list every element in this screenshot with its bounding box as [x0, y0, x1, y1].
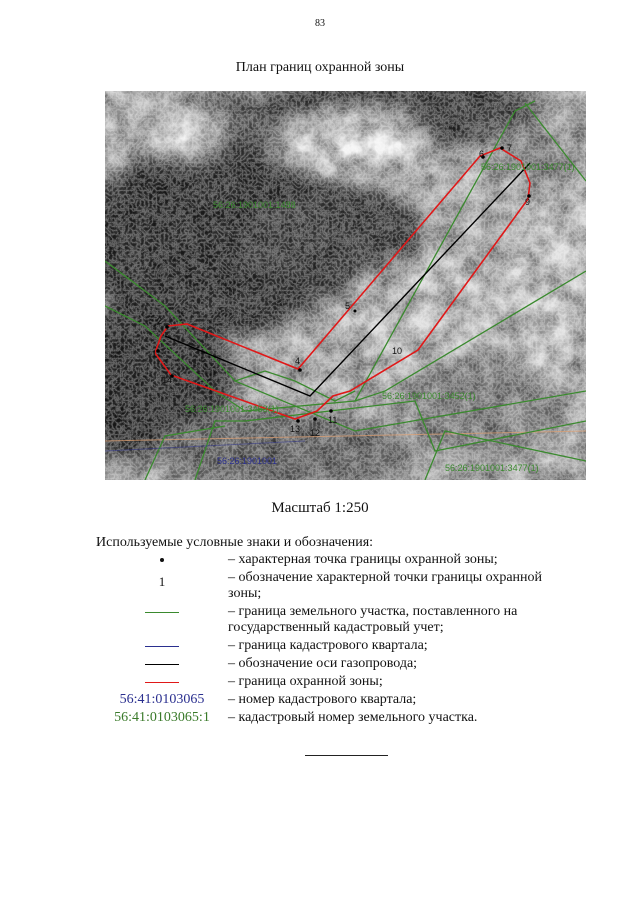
point-symbol-icon — [160, 558, 164, 562]
quarter-label: 56:26:1901001 — [217, 456, 278, 466]
point-label-11: 11 — [328, 415, 338, 425]
point-label-5: 5 — [345, 301, 351, 311]
legend-row-parcel-number — [96, 710, 576, 726]
parcel-boundary-line-icon — [145, 612, 179, 613]
legend-text: – граница земельного участка, поставленного на государственный кадастровый учет; — [228, 604, 518, 635]
point-label-10: 10 — [392, 346, 403, 356]
map-canvas — [105, 91, 586, 480]
protection-zone-line-icon — [145, 682, 179, 683]
legend-row-quarter-boundary — [96, 638, 576, 654]
legend-text: – обозначение оси газопровода; — [228, 656, 418, 671]
point-label-7: 7 — [507, 143, 513, 153]
map-scale: Масштаб 1:250 — [271, 500, 369, 516]
point-label-13: 13 — [290, 424, 301, 434]
legend-row-quarter-number — [96, 692, 576, 708]
end-divider — [305, 755, 388, 756]
legend-row-protection-zone — [96, 674, 576, 690]
point-label-9: 9 — [525, 197, 531, 207]
legend — [96, 552, 576, 726]
quarter-number-symbol: 56:41:0103065 — [119, 692, 205, 707]
legend-text: – кадастровый номер земельного участка. — [228, 710, 478, 725]
plan-title: План границ охранной зоны — [235, 60, 405, 75]
point-label-6: 6 — [479, 149, 485, 159]
point-number-symbol: 1 — [158, 574, 166, 589]
point-label-2: 2 — [157, 316, 163, 326]
point-label-1: 1 — [152, 349, 158, 359]
parcel-number-symbol: 56:41:0103065:1 — [114, 710, 210, 725]
legend-row-parcel-boundary — [96, 604, 576, 636]
parcel-label-3477-top: 56:26:1901001:3477(1) — [481, 162, 575, 172]
page-number: 83 — [315, 18, 325, 29]
legend-row-point-number — [96, 570, 576, 602]
legend-text: – характерная точка границы охранной зоны; — [228, 552, 498, 567]
point-label-12: 12 — [310, 428, 321, 438]
parcel-label-1488: 56:26:1901001:1488 — [213, 200, 296, 210]
point-label-14: 14 — [162, 375, 173, 385]
parcel-label-3453: 56:26:1901001:3453(1) — [185, 404, 279, 414]
legend-text: – номер кадастрового квартала; — [228, 692, 417, 707]
aerial-photo-background — [105, 91, 586, 480]
parcel-label-3452: 56:26:1901001:3452(1) — [382, 391, 476, 401]
legend-text: – граница охранной зоны; — [228, 674, 383, 689]
cadastral-map — [105, 91, 586, 480]
legend-title: Используемые условные знаки и обозначения: — [96, 535, 374, 550]
legend-row-pipeline-axis — [96, 656, 576, 672]
pipeline-axis-line-icon — [145, 664, 179, 665]
legend-text: – обозначение характерной точки границы охранной зоны; — [228, 570, 543, 601]
parcel-label-3477-bottom: 56:26:1901001:3477(1) — [445, 463, 539, 473]
quarter-boundary-line-icon — [145, 646, 179, 647]
point-label-4: 4 — [295, 356, 301, 366]
legend-text: – граница кадастрового квартала; — [228, 638, 428, 653]
legend-row-point — [96, 552, 576, 568]
